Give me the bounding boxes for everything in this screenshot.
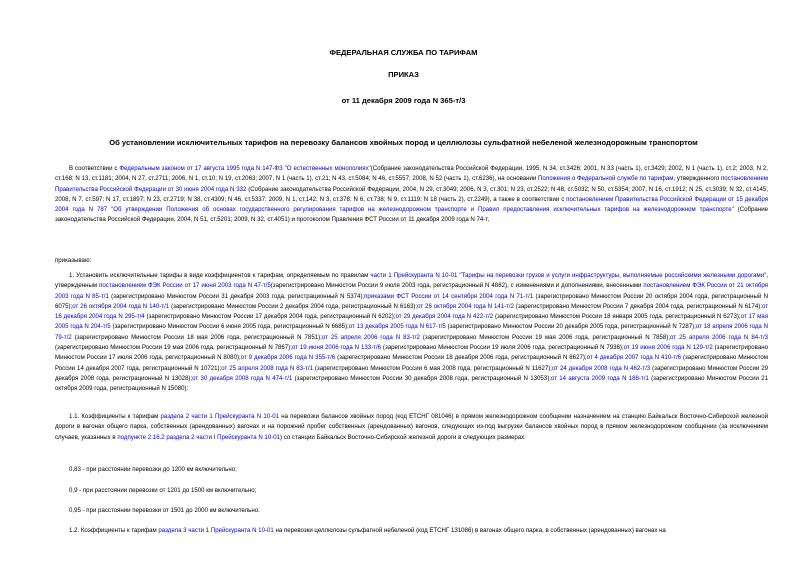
rate-line: 0,9 - при расстоянии перевозки от 1201 до 1500 км включительно; [69,487,257,494]
item-text: (зарегистрировано Минюстом России 20 декабря 2005 года, регистрационный N 7287); [445,323,696,331]
link-fst-140[interactable]: от 26 октября 2004 года N 140-т/1 [72,302,170,310]
item-text: (зарегистрировано Минюстом России 7 декабря 2004 года, регистрационный N 6174); [514,302,762,310]
item-text: (зарегистрировано Минюстом России 17 декабря 2004 года, регистрационный N 6202); [144,313,396,321]
item-text: (зарегистрировано Минюстом России 6 июня 2005 года, регистрационный N 6685); [110,323,349,331]
preamble-text: (Собрание законодательства Российской Федерации, 2004, N 51, ст.5201; 2009, N 32, ст.4051) и протоколом Правления ФСТ России от 11 декабря 2009 года N 74-т, [55,206,768,224]
link-fst-133[interactable]: от 19 июня 2006 года N 133-т/6 [291,344,382,352]
link-federal-law[interactable]: Федеральным законом от 17 августа 1995 года N 147-ФЗ "О естественных монополиях" [119,165,371,172]
link-fst-83-2008[interactable]: от 25 апреля 2008 года N 83-т/1 [221,364,313,372]
link-pricelist-part-1[interactable]: части 1 Прейскуранта N 10-01 "Тарифы на перевозки грузов и услуги инфраструктуры, выполняемые российскими железными дорогами" [370,272,767,279]
item-text: (зарегистрировано Минюстом России 29 декабря 2008 года, регистрационный N 13028); [55,364,768,382]
item-text: 1. Установить исключительные тарифы в виде коэффициентов к тарифам, определяемым по правилам [69,272,371,279]
document-type: ПРИКАЗ [388,70,419,79]
item-text: на перевозки целлюлозы сульфатной небеленой (код ЕТСНГ 131086) в вагонах общего парка, в собственных (арендованных) вагонах на [273,527,666,534]
item-text: на перевозки балансов хвойных пород (код ЕТСНГ 081046) в прямом железнодорожном сообщении назначением на станцию Байкальск Восточно-Сибирской железной дороги в вагонах общего парка, собственных (арендованных) вагонах и на порожний пробег собственных (арендованных) вагонов, следующих из-под выгрузки балансов хвойных пород в прямом железнодорожном сообщении (за исключением случаев, указанных в [55,413,768,441]
link-government-decree-332[interactable]: постановлением Правительства Российской Федерации от 30 июня 2004 года N 332 [55,175,768,193]
link-fst-141[interactable]: от 26 октября 2004 года N 141-т/2 [417,302,515,310]
item-text: (зарегистрировано Минюстом России 30 декабря 2008 года, регистрационный N 13053); [292,374,551,382]
link-fst-617[interactable]: от 13 декабря 2005 года N 617-т/5 [348,323,446,331]
preamble-text: , утвержденного [673,175,721,183]
link-fst-79[interactable]: от 18 апреля 2006 года N 79-т/2 [55,323,769,341]
item-1-2-paragraph [55,526,768,536]
link-fst-295[interactable]: от 16 декабря 2004 года N 295-т/4 [55,302,768,321]
item-text: (зарегистрировано Минюстом России 21 октября 2009 года, регистрационный N 15080): [55,374,768,393]
item-1-1-paragraph [55,412,768,443]
link-fst-188[interactable]: от 14 августа 2009 года N 188-т/1 [550,374,649,382]
link-fst-355[interactable]: от 9 декабря 2006 года N 355-т/6 [240,354,336,362]
item-text: (зарегистрировано Минюстом России 19 мая 2006 года, регистрационный N 7867); [55,344,292,352]
item-text: 1.1. Коэффициенты к тарифам [69,413,161,420]
preamble-paragraph [55,164,768,226]
preamble-text: (Собрание законодательства Российской Федерации, 1995, N 34, ст.3426; 2001, N 33 (часть 1), ст.3429; 2002, N 1 (часть 1), ст.2; 2003, N 2, ст.168; N 13, ст.1181; 2004, N 27, ст.2711; 2006, N 1, ст.10; N 19, ст.2063; 2007, N 1 (часть 1), ст.21; N 43, ст.5084; N 46, ст.5557; 2008, N 52 (часть 1), ст.6236), на основании [55,165,768,183]
link-subclause-2-16-2[interactable]: подпункте 2.16.2 раздела 2 части I Прейскуранта N 10-01 [117,433,281,441]
item-text: (зарегистрировано Минюстом России 9 июля 2003 года, регистрационный N 4882), с изменениями и дополнениями, внесенными [270,282,644,290]
preamble-text: (Собрание законодательства Российской Федерации, 2004, N 29, ст.3049; 2006, N 3, ст.301; N 23, ст.2522; N 48, ст.5032; N 50, ст.5354; 2007, N 16, ст.1912; N 25, ст.3039; N 32, ст.4145; 2008, N 7, ст.597; N 17, ст.1897; N 23, ст.2719; N 38, ст.4309; N 46, ст.5337; 2009, N 1, ст.142; N 3, ст.378; N 6, ст.738; N 9, ст.1119; N 18 (часть 2), ст.2249), а также в соответствии с [55,185,768,203]
item-1-paragraph [55,271,768,395]
link-fst-regulation[interactable]: Положения о Федеральной службе по тарифам [538,175,674,183]
link-fst-474[interactable]: от 30 декабря 2008 года N 474-т/1 [192,374,293,382]
link-fst-71[interactable]: приказами ФСТ России от 14 сентября 2004 года N 71-т/1 [364,292,534,300]
item-text: (зарегистрировано Минюстом России 19 мая 2006 года, регистрационный N 7858); [419,333,670,341]
link-fst-129[interactable]: от 19 июня 2006 года N 129-т/2 [623,344,713,352]
item-text: (зарегистрировано Минюстом России 14 декабря 2007 года, регистрационный N 10721); [55,354,768,372]
item-text: (зарегистрировано Минюстом России 20 октября 2004 года, регистрационный N 6075); [55,292,768,310]
item-text: (зарегистрировано Минюстом России 18 мая 2006 года, регистрационный N 7851); [71,333,322,341]
link-fst-410[interactable]: от 4 декабря 2007 года N 410-т/6 [586,354,682,362]
link-pricelist-section-2[interactable]: раздела 2 части 1 Прейскуранта N 10-01 [160,413,279,420]
link-government-decree-787[interactable]: постановлением Правительства Российской Федерации от 15 декабря 2004 года N 787 "Об утверждении Положения об основах государственного регулирования тарифов на железнодорожном транспорте и Правил предоставления исключительных тарифов на железнодорожном транспорте" [55,195,768,214]
link-fek-47[interactable]: постановлением ФЭК России от 17 июня 2003 года N 47-т/5 [99,282,271,290]
link-fst-204[interactable]: от 17 мая 2005 года N 204-т/5 [55,313,768,331]
item-text: (зарегистрировано Минюстом России 17 июля 2006 года, регистрационный N 8080); [55,344,768,362]
item-text: (зарегистрировано Минюстом России 31 декабря 2003 года, регистрационный N 5374); [108,292,365,300]
rate-line: 0,95 - при расстоянии перевозки от 1501 до 2000 км включительно. [69,507,260,514]
item-text: (зарегистрировано Минюстом России 6 мая 2008 года, регистрационный N 11627); [312,364,552,372]
document-title: Об установлении исключительных тарифов на перевозку балансов хвойных пород и целлюлозы сульфатной небеленой железнодорожным транспортом [109,138,698,147]
rate-line: 0,83 - при расстоянии перевозки до 1200 км включительно; [69,466,237,473]
link-fst-84[interactable]: от 25 апреля 2006 года N 84-т/3 [670,333,769,341]
link-fst-462[interactable]: от 24 декабря 2008 года N 462-т/3 [552,364,651,372]
item-text: (зарегистрировано Минюстом России 18 декабря 2006 года, регистрационный N 8627); [335,354,587,362]
link-fst-422[interactable]: от 29 декабря 2004 года N 422-т/2 [395,313,494,321]
link-fst-83-2006[interactable]: от 25 апреля 2006 года N 83-т/2 [321,333,420,341]
link-fek-85[interactable]: постановлением ФЭК России от 21 октября 2003 года N 85-т/1 [55,282,768,300]
preamble-text: В соответствии с [69,165,120,172]
item-text: ) со станции Байкальск Восточно-Сибирской железной дороги в следующих размерах: [280,433,526,441]
item-text: , утвержденным [55,272,769,290]
agency-heading: ФЕДЕРАЛЬНАЯ СЛУЖБА ПО ТАРИФАМ [329,48,478,57]
item-text: (зарегистрировано Минюстом России 18 января 2005 года, регистрационный N 6273); [493,313,741,321]
document-date: от 11 декабря 2009 года N 365-т/3 [341,96,466,105]
link-pricelist-section-3[interactable]: раздела 3 части 1 Прейскуранта N 10-01 [158,527,274,534]
item-text: (зарегистрировано Минюстом России 2 декабря 2004 года, регистрационный N 6163); [169,302,418,310]
order-word: приказываю: [55,257,92,264]
item-text: (зарегистрировано Минюстом России 19 июля 2006 года, регистрационный N 7936); [381,344,624,352]
item-text: 1.2. Коэффициенты к тарифам [69,527,159,534]
